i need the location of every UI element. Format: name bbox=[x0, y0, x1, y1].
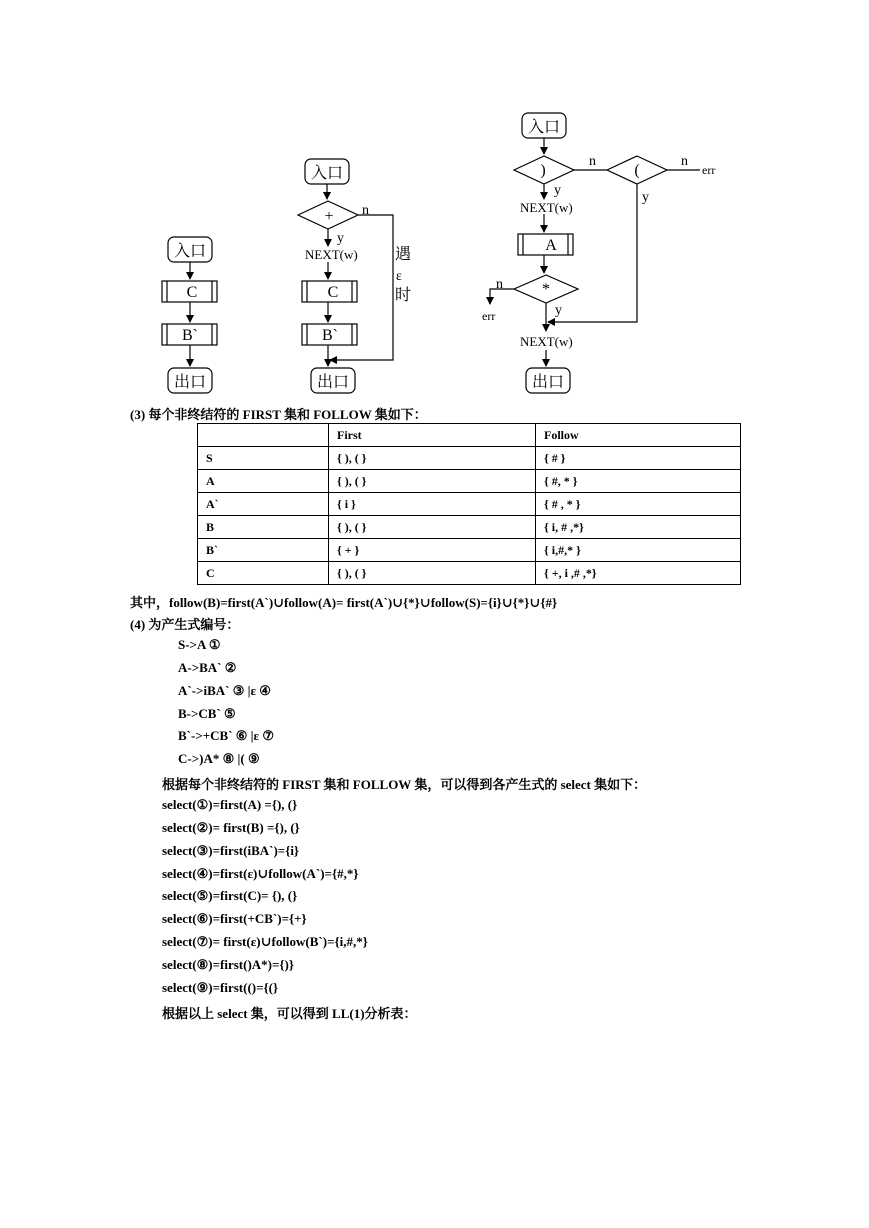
table-cell: { # } bbox=[536, 447, 741, 470]
header-cell: First bbox=[329, 424, 536, 447]
n-label: n bbox=[589, 154, 596, 169]
table-row bbox=[198, 562, 741, 585]
entry-label: 入口 bbox=[173, 243, 207, 260]
table-cell: { + } bbox=[329, 539, 536, 562]
plus-label: + bbox=[324, 208, 334, 225]
table-cell: C bbox=[198, 562, 329, 585]
select-line: select(③)=first(iBA`)={i} bbox=[162, 843, 300, 858]
entry-label: 入口 bbox=[310, 165, 344, 182]
err-label: err bbox=[482, 309, 496, 323]
table-cell: B bbox=[198, 516, 329, 539]
exit-label: 出口 bbox=[316, 374, 350, 391]
next-label: NEXT(w) bbox=[520, 200, 573, 215]
y-label: y bbox=[555, 303, 562, 318]
section-3-heading: (3) 每个非终结符的 FIRST 集和 FOLLOW 集如下： bbox=[130, 407, 427, 422]
table-row bbox=[198, 539, 741, 562]
table-cell: { i, # ,*} bbox=[536, 516, 741, 539]
select-line: select(⑨)=first(()={(} bbox=[162, 980, 279, 995]
exit-label: 出口 bbox=[173, 374, 207, 391]
header-cell bbox=[198, 424, 329, 447]
table-row bbox=[198, 470, 741, 493]
entry-label: 入口 bbox=[527, 119, 561, 136]
bprime-label: B` bbox=[182, 327, 198, 344]
select-line: select(⑦)= first(ε)∪follow(B`)={i,#,*} bbox=[162, 934, 368, 949]
table-cell: A bbox=[198, 470, 329, 493]
select-intro: 根据每个非终结符的 FIRST 集和 FOLLOW 集，可以得到各产生式的 select 集如下： bbox=[162, 777, 647, 792]
section-4-heading: (4) 为产生式编号： bbox=[130, 617, 240, 632]
n-label: n bbox=[362, 203, 369, 218]
a-label: A bbox=[545, 237, 557, 254]
flowchart-2 bbox=[298, 159, 393, 393]
y-label: y bbox=[642, 190, 649, 205]
table-row bbox=[198, 447, 741, 470]
rparen-label: ) bbox=[540, 162, 546, 179]
production-line: C->)A* ⑧ |( ⑨ bbox=[178, 751, 260, 766]
exit-label: 出口 bbox=[531, 374, 565, 391]
table-cell: { ), ( } bbox=[329, 470, 536, 493]
table-cell: { i } bbox=[329, 493, 536, 516]
epsilon-text-1: 遇 bbox=[394, 246, 412, 263]
first-follow-table bbox=[197, 423, 741, 585]
header-cell: Follow bbox=[536, 424, 741, 447]
table-cell: B` bbox=[198, 539, 329, 562]
flowchart-1 bbox=[162, 237, 217, 393]
epsilon-text-2: ε bbox=[396, 269, 402, 284]
lparen-label: ( bbox=[634, 162, 640, 179]
star-label: * bbox=[542, 281, 550, 298]
follow-note: 其中，follow(B)=first(A`)∪follow(A)= first(A`)∪{*}∪follow(S)={i}∪{*}∪{#} bbox=[130, 595, 558, 610]
table-cell: A` bbox=[198, 493, 329, 516]
table-cell: S bbox=[198, 447, 329, 470]
select-line: select(⑥)=first(+CB`)={+} bbox=[162, 911, 307, 926]
select-line: select(⑤)=first(C)= {), (} bbox=[162, 888, 298, 903]
next-label: NEXT(w) bbox=[520, 334, 573, 349]
select-line: select(①)=first(A) ={), (} bbox=[162, 797, 298, 812]
bprime-label: B` bbox=[322, 327, 338, 344]
table-cell: { ), ( } bbox=[329, 516, 536, 539]
c-label: C bbox=[327, 284, 339, 301]
conclusion-line: 根据以上 select 集，可以得到 LL(1)分析表： bbox=[162, 1006, 417, 1021]
flowchart-figure bbox=[0, 0, 869, 400]
production-line: A`->iBA` ③ |ε ④ bbox=[178, 683, 271, 698]
table-cell: { ), ( } bbox=[329, 447, 536, 470]
table-header-row bbox=[198, 424, 741, 447]
y-label: y bbox=[554, 183, 561, 198]
n-label: n bbox=[681, 154, 688, 169]
production-line: S->A ① bbox=[178, 637, 221, 652]
table-cell: { +, i ,# ,*} bbox=[536, 562, 741, 585]
select-line: select(⑧)=first()A*)={)} bbox=[162, 957, 294, 972]
production-line: A->BA` ② bbox=[178, 660, 237, 675]
epsilon-text-3: 时 bbox=[394, 287, 412, 304]
select-line: select(④)=first(ε)∪follow(A`)={#,*} bbox=[162, 866, 359, 881]
table-cell: { # , * } bbox=[536, 493, 741, 516]
y-label: y bbox=[337, 231, 344, 246]
select-line: select(②)= first(B) ={), (} bbox=[162, 820, 300, 835]
table-cell: { i,#,* } bbox=[536, 539, 741, 562]
table-cell: { #, * } bbox=[536, 470, 741, 493]
next-label: NEXT(w) bbox=[305, 247, 358, 262]
production-line: B`->+CB` ⑥ |ε ⑦ bbox=[178, 728, 275, 743]
n-label: n bbox=[496, 277, 503, 292]
table-row bbox=[198, 516, 741, 539]
err-label: err bbox=[702, 163, 716, 177]
table-row bbox=[198, 493, 741, 516]
table-cell: { ), ( } bbox=[329, 562, 536, 585]
c-label: C bbox=[186, 284, 198, 301]
production-line: B->CB` ⑤ bbox=[178, 706, 236, 721]
